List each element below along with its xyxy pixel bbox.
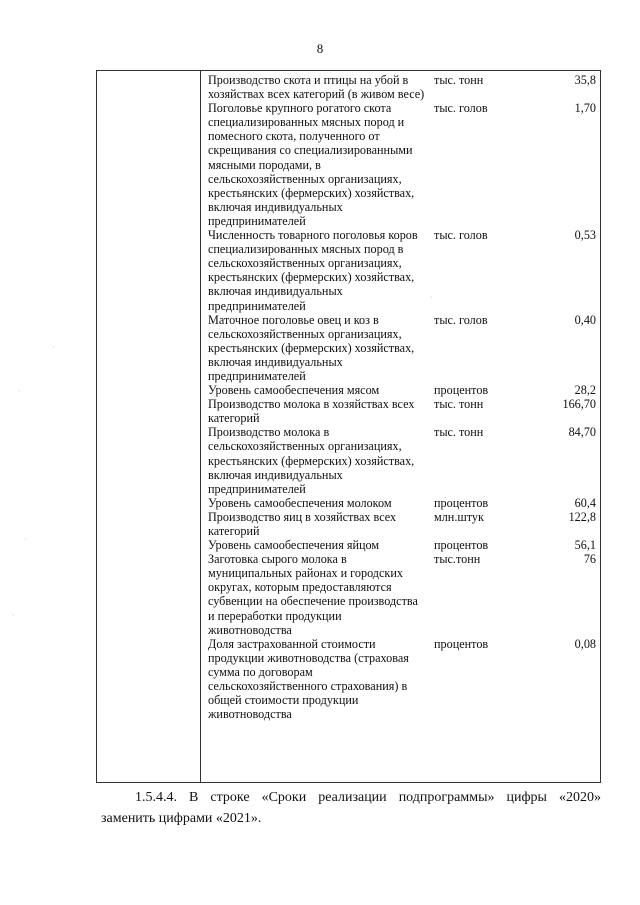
indicator-unit: тыс. тонн bbox=[434, 73, 484, 87]
indicator-name: Производство яиц в хозяйствах всех категорий bbox=[208, 509, 397, 538]
indicator-name: Поголовье крупного рогатого скота специализированных мясных пород и помесного скота, полученного от скрещивания со специализированными мясными породами, в сельскохозяйственных организациях, крестьянских (фермерских) хозяйствах, включая индивидуальных предпринимателей bbox=[208, 101, 415, 228]
indicator-name: Производство скота и птицы на убой в хозяйствах всех категорий (в живом весе) bbox=[208, 73, 425, 102]
table-row bbox=[208, 538, 596, 552]
indicator-unit: тыс. тонн bbox=[434, 425, 484, 440]
indicator-unit: тыс. голов bbox=[434, 312, 488, 327]
table-row bbox=[208, 73, 596, 101]
indicator-value: 60,4 bbox=[574, 495, 596, 510]
indicator-unit: тыс. тонн bbox=[434, 397, 484, 412]
indicator-name: Заготовка сырого молока в муниципальных районах и городских округах, которым предоставляются субвенции на обеспечение производства и переработки продукции животноводства bbox=[208, 552, 418, 637]
indicator-unit: млн.штук bbox=[434, 509, 484, 524]
scan-speck: · bbox=[52, 343, 55, 352]
table-row bbox=[208, 637, 596, 722]
indicator-value: 56,1 bbox=[574, 538, 596, 553]
scan-speck: · bbox=[24, 535, 27, 544]
indicator-name: Уровень самообеспечения молоком bbox=[208, 495, 392, 510]
indicator-name: Доля застрахованной стоимости продукции животноводства (страховая сумма по договорам сельскохозяйственного страхования) в общей стоимости продукции животноводства bbox=[208, 636, 409, 722]
amendment-line-1: 1.5.4.4. В строке «Сроки реализации подпрограммы» цифры «2020» bbox=[135, 790, 601, 805]
indicator-value: 1,70 bbox=[574, 101, 596, 116]
indicator-name: Численность товарного поголовья коров специализированных мясных пород в сельскохозяйственных организациях, крестьянских (фермерских) хозяйствах, включая индивидуальных предпринимателей bbox=[208, 228, 418, 313]
indicator-value: 28,2 bbox=[574, 383, 596, 398]
scan-speck: · bbox=[12, 611, 15, 620]
indicator-name: Производство молока в хозяйствах всех категорий bbox=[208, 397, 415, 426]
indicator-value: 0,53 bbox=[574, 228, 596, 243]
indicator-unit: тыс.тонн bbox=[434, 552, 481, 567]
indicator-unit: тыс. голов bbox=[434, 101, 488, 116]
indicator-value: 122,8 bbox=[568, 509, 596, 524]
table-row bbox=[208, 510, 596, 538]
table-row bbox=[208, 383, 596, 397]
table-row bbox=[208, 313, 596, 383]
page-number: 8 bbox=[316, 41, 324, 56]
indicator-value: 0,40 bbox=[574, 312, 596, 327]
indicator-value: 76 bbox=[583, 552, 596, 567]
table-left-column bbox=[97, 71, 201, 782]
table-row bbox=[208, 101, 596, 228]
table-rows bbox=[208, 73, 596, 721]
table-row bbox=[208, 496, 596, 510]
indicators-table bbox=[96, 70, 601, 783]
table-row bbox=[208, 228, 596, 313]
indicator-value: 35,8 bbox=[574, 73, 596, 87]
table-row bbox=[208, 397, 596, 425]
indicator-name: Уровень самообеспечения яйцом bbox=[208, 538, 380, 553]
indicator-value: 0,08 bbox=[574, 636, 596, 651]
indicator-value: 166,70 bbox=[562, 397, 596, 412]
scan-speck: · bbox=[430, 293, 433, 302]
amendment-line-2: заменить цифрами «2021». bbox=[101, 811, 262, 826]
indicator-unit: процентов bbox=[434, 495, 489, 510]
table-row bbox=[208, 552, 596, 637]
indicator-name: Уровень самообеспечения мясом bbox=[208, 383, 380, 398]
indicator-unit: процентов bbox=[434, 538, 489, 553]
amendment-paragraph bbox=[101, 787, 601, 829]
indicator-name: Производство молока в сельскохозяйственных организациях, крестьянских (фермерских) хозяйствах, включая индивидуальных предпринимателей bbox=[208, 425, 415, 496]
indicator-unit: процентов bbox=[434, 383, 489, 398]
scan-speck: · bbox=[18, 387, 21, 396]
indicator-unit: процентов bbox=[434, 636, 489, 651]
indicator-unit: тыс. голов bbox=[434, 228, 488, 243]
table-row bbox=[208, 425, 596, 495]
indicator-name: Маточное поголовье овец и коз в сельскохозяйственных организациях, крестьянских (фермерских) хозяйствах, включая индивидуальных предпринимателей bbox=[208, 312, 415, 383]
indicator-value: 84,70 bbox=[568, 425, 596, 440]
